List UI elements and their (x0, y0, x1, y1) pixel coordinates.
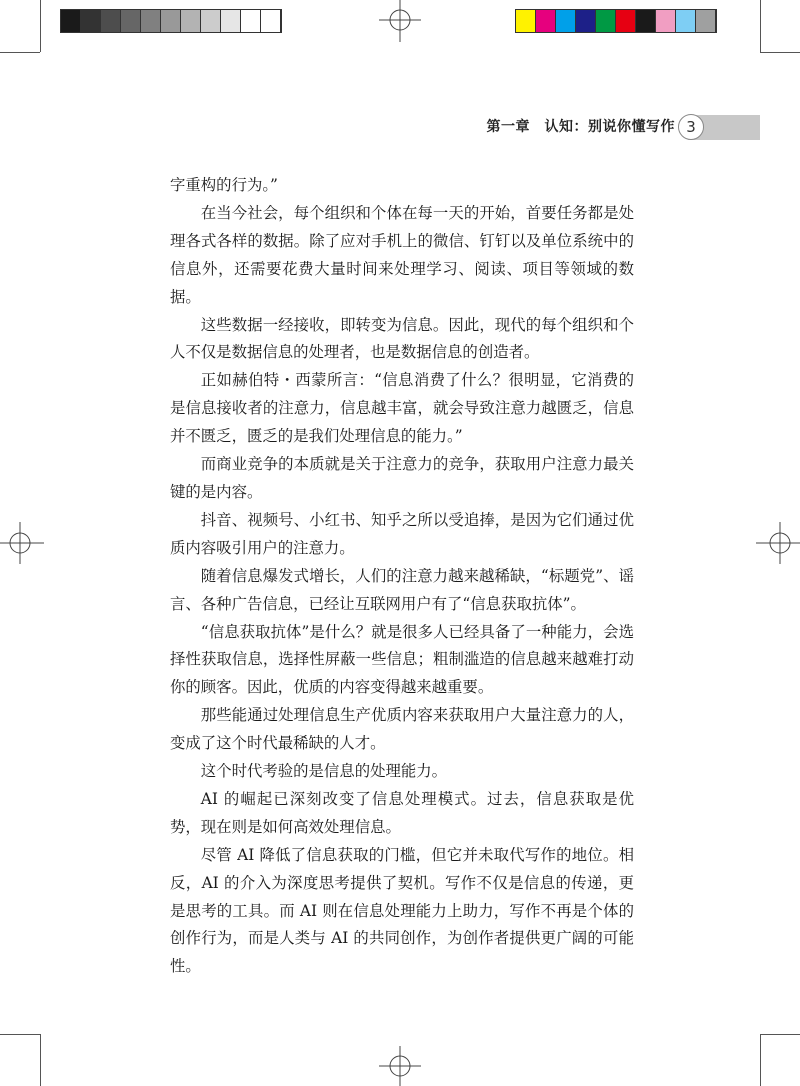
color-swatch (696, 10, 716, 32)
registration-mark-bottom (375, 1046, 425, 1086)
grayscale-color-bar (60, 9, 282, 33)
color-swatch (536, 10, 556, 32)
process-color-bar (515, 9, 717, 33)
grayscale-swatch (101, 10, 121, 32)
paragraph: 正如赫伯特・西蒙所言：“信息消费了什么？很明显，它消费的是信息接收者的注意力，信息越丰富，就会导致注意力越匮乏，信息并不匮乏，匮乏的是我们处理信息的能力。” (170, 371, 634, 446)
grayscale-swatch (181, 10, 201, 32)
color-swatch (596, 10, 616, 32)
paragraph: 这个时代考验的是信息的处理能力。 (200, 762, 448, 781)
paragraph: 字重构的行为。” (170, 176, 278, 194)
registration-mark-top (375, 0, 425, 42)
grayscale-swatch (221, 10, 241, 32)
color-swatch (616, 10, 636, 32)
paragraph: “信息获取抗体”是什么？就是很多人已经具备了一种能力，会选择性获取信息，选择性屏蔽一些信息；粗制滥造的信息越来越难打动你的顾客。因此，优质的内容变得越来越重要。 (170, 622, 634, 697)
grayscale-swatch (201, 10, 221, 32)
page-number-badge: 3 (678, 114, 704, 140)
color-swatch (676, 10, 696, 32)
color-swatch (556, 10, 576, 32)
paragraph: 那些能通过处理信息生产优质内容来获取用户大量注意力的人，变成了这个时代最稀缺的人才。 (170, 706, 634, 753)
grayscale-swatch (61, 10, 81, 32)
color-swatch (576, 10, 596, 32)
grayscale-swatch (81, 10, 101, 32)
grayscale-swatch (241, 10, 261, 32)
color-swatch (656, 10, 676, 32)
paragraph: 随着信息爆发式增长，人们的注意力越来越稀缺，“标题党”、谣言、各种广告信息，已经让互联网用户有了“信息获取抗体”。 (170, 566, 634, 613)
grayscale-swatch (121, 10, 141, 32)
grayscale-swatch (161, 10, 181, 32)
color-swatch (636, 10, 656, 32)
color-swatch (516, 10, 536, 32)
registration-mark-left (0, 520, 44, 566)
paragraph: 尽管 AI 降低了信息获取的门槛，但它并未取代写作的地位。相反，AI 的介入为深度思考提供了契机。写作不仅是信息的传递，更是思考的工具。而 AI 则在信息处理能力上助力，写作不再是个体的创作行为，而是人类与 AI 的共同创作，为创作者提供更广阔的可能性。 (170, 845, 634, 976)
paragraph: 而商业竞争的本质就是关于注意力的竞争，获取用户注意力最关键的是内容。 (170, 455, 634, 501)
chapter-title: 第一章 认知：别说你懂写作 (486, 119, 675, 135)
grayscale-swatch (141, 10, 161, 32)
paragraph: AI 的崛起已深刻改变了信息处理模式。过去，信息获取是优势，现在则是如何高效处理信息。 (170, 789, 634, 836)
grayscale-swatch (261, 10, 281, 32)
paragraph: 这些数据一经接收，即转变为信息。因此，现代的每个组织和个人不仅是数据信息的处理者，也是数据信息的创造者。 (170, 315, 634, 362)
registration-mark-right (756, 520, 800, 566)
paragraph: 抖音、视频号、小红书、知乎之所以受追捧，是因为它们通过优质内容吸引用户的注意力。 (170, 510, 634, 557)
body-text (170, 172, 634, 981)
paragraph: 在当今社会，每个组织和个体在每一天的开始，首要任务都是处理各式各样的数据。除了应对手机上的微信、钉钉以及单位系统中的信息外，还需要花费大量时间来处理学习、阅读、项目等领域的数据。 (170, 203, 634, 306)
